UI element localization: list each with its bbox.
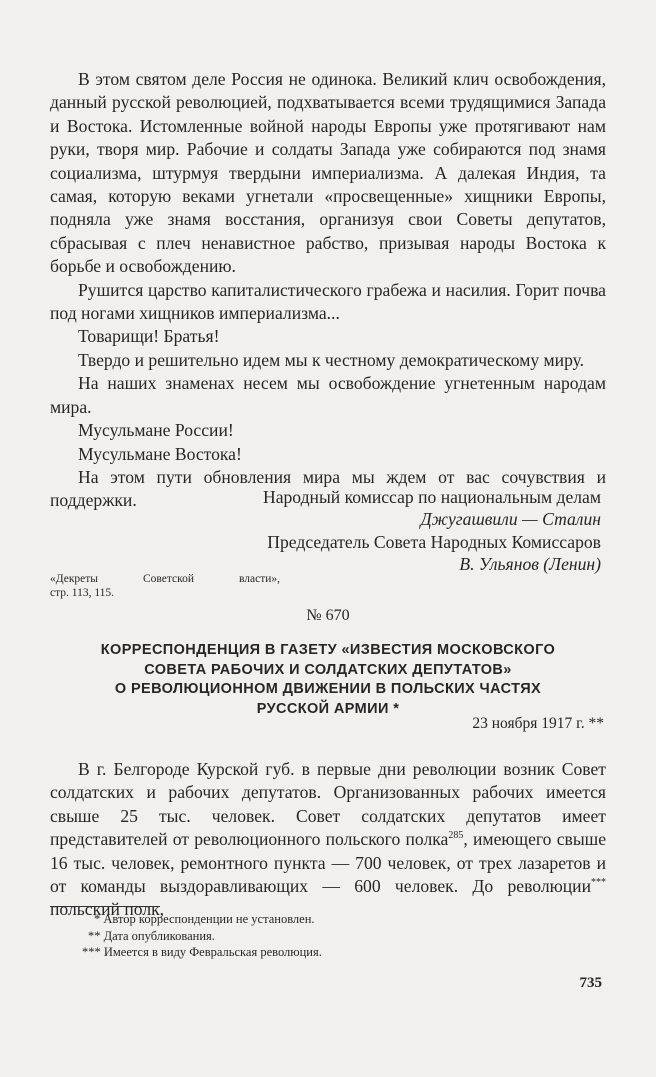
- signature-name: Джугашвили — Сталин: [420, 509, 601, 529]
- document-heading: [50, 641, 606, 719]
- signature-block-chairman: [267, 531, 601, 575]
- paragraph: Мусульмане России!: [78, 420, 234, 441]
- heading-line: СОВЕТА РАБОЧИХ И СОЛДАТСКИХ ДЕПУТАТОВ»: [144, 661, 512, 678]
- signature-block-commissar: [263, 486, 601, 530]
- signature-name: В. Ульянов (Ленин): [459, 554, 601, 574]
- footnote: * Автор корреспонденции не установлен.: [94, 912, 315, 926]
- reference-note: 285: [448, 830, 464, 842]
- footnote: *** Имеется в виду Февральская революция.: [82, 945, 322, 959]
- page-number: 735: [579, 975, 602, 991]
- heading-line: О РЕВОЛЮЦИОННОМ ДВИЖЕНИИ В ПОЛЬСКИХ ЧАСТЯХ: [114, 681, 542, 697]
- footnote-marker: ***: [591, 877, 606, 889]
- appeal-text: [50, 68, 606, 513]
- correspondence-text: [50, 758, 606, 922]
- document-number: № 670: [306, 607, 350, 624]
- paragraph: Твердо и решительно идем мы к честному демократическому миру.: [78, 349, 585, 370]
- footnote: ** Дата опубликования.: [88, 928, 215, 943]
- footnote-divider: [50, 906, 160, 907]
- paragraph: Мусульмане Востока!: [78, 443, 242, 464]
- source-citation: [50, 572, 280, 600]
- paragraph: Товарищи! Братья!: [78, 326, 220, 347]
- text-segment: , имеющего свыше 16 тыс. человек, ремонтного пункта — 700 человек, от трех лазаретов и от команды выздоравливающих — 600 человек. До революции: [50, 829, 606, 897]
- footnotes: [50, 911, 322, 961]
- paragraph: На этом пути обновления мира мы ждем от вас сочувствия и поддержки.: [50, 466, 606, 511]
- source-word: Советской: [142, 573, 195, 585]
- signature-title: Народный комиссар по национальным делам: [262, 487, 601, 507]
- source-word: «Декреты: [50, 573, 99, 585]
- text-segment: В г. Белгороде Курской губ. в первые дни революции возник Совет солдатских и рабочих депутатов. Организованных рабочих имеется свыше 25 тыс. человек. Совет солдатских депутатов имеет представителей от революционного польского полка: [50, 759, 606, 850]
- source-pages: стр. 113, 115.: [50, 587, 115, 599]
- paragraph: На наших знаменах несем мы освобождение угнетенным народам мира.: [50, 373, 606, 417]
- heading-line: КОРРЕСПОНДЕНЦИЯ В ГАЗЕТУ «ИЗВЕСТИЯ МОСКОВСКОГО: [100, 642, 556, 658]
- signature-title: Председатель Совета Народных Комиссаров: [267, 532, 601, 552]
- paragraph: Рушится царство капиталистического грабежа и насилия. Горит почва под ногами хищников империализма...: [50, 279, 606, 324]
- document-date: 23 ноября 1917 г. **: [472, 715, 604, 732]
- source-word: власти»,: [238, 573, 280, 585]
- text-segment: польский полк,: [50, 899, 165, 920]
- paragraph: [50, 758, 606, 922]
- heading-line: РУССКОЙ АРМИИ *: [256, 700, 400, 717]
- paragraph: В этом святом деле Россия не одинока. Великий клич освобождения, данный русской революцией, подхватывается всеми трудящимися Запада и Востока. Истомленные войной народы Европы уже протягивают нам руки, творя мир. Рабочие и солдаты Запада уже собираются под знамя социализма, штурмуя твердыни империализма. А далекая Индия, та самая, которую веками угнетали «просвещенные» хищники Европы, подняла уже знамя восстания, организуя свои Советы депутатов, сбрасывая с плеч ненавистное рабство, призывая народы Востока к борьбе и освобождению.: [50, 69, 606, 277]
